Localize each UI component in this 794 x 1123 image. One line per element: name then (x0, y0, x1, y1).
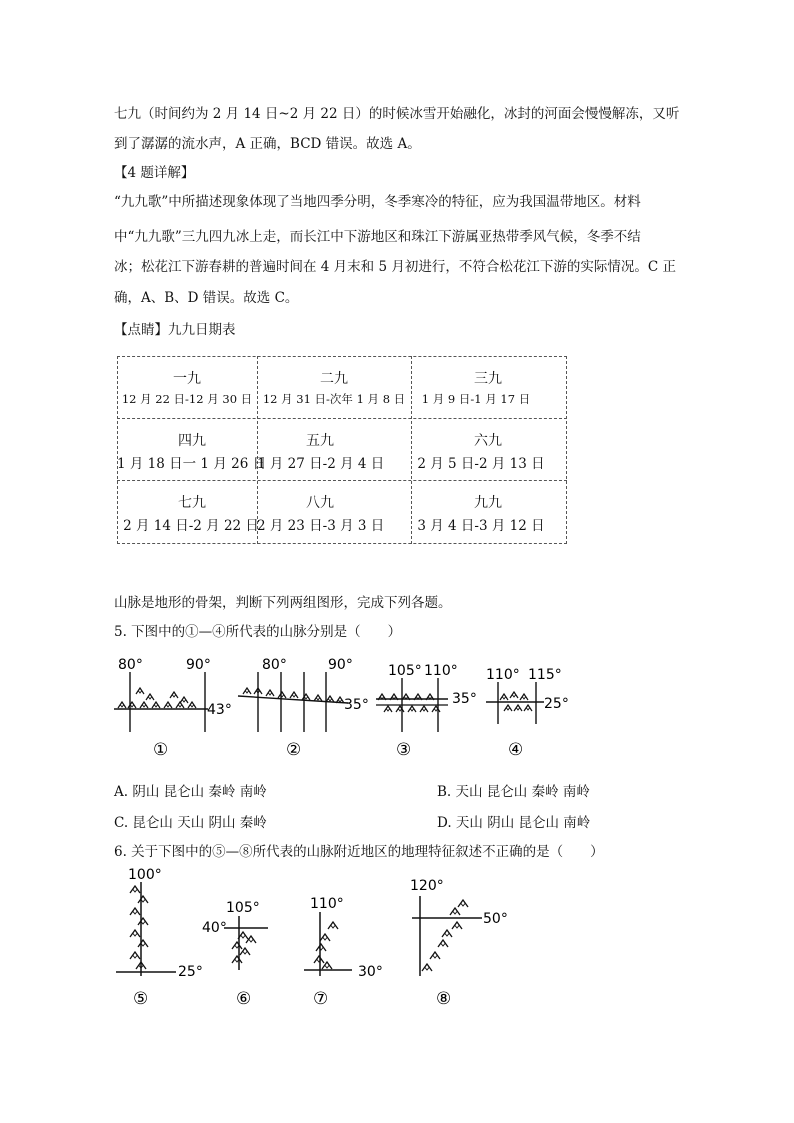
table-cell-name: 六九 (474, 433, 502, 449)
q5-mountain-figures (108, 652, 588, 764)
explanation-line: 七九（时间约为 2 月 14 日~2 月 22 日）的时候冰雪开始融化，冰封的河面会慢慢解冻，又听 (114, 106, 680, 122)
table-cell-name: 四九 (178, 433, 206, 449)
lat-label: 25° (544, 696, 569, 712)
question-intro: 山脉是地形的骨架，判断下列两组图形，完成下列各题。 (114, 595, 452, 611)
lon-label: 120° (410, 878, 444, 894)
option-a[interactable]: A. 阴山 昆仑山 秦岭 南岭 (114, 784, 267, 800)
table-divider (117, 480, 567, 481)
figure-label: ① (153, 740, 169, 760)
option-c[interactable]: C. 昆仑山 天山 阴山 秦岭 (114, 815, 267, 831)
figure-5 (116, 867, 203, 1009)
figure-6 (202, 900, 268, 1009)
option-d[interactable]: D. 天山 阴山 昆仑山 南岭 (437, 815, 591, 831)
table-divider (117, 418, 567, 419)
figure-7 (304, 896, 383, 1009)
question-6-stem: 6. 关于下图中的⑤—⑧所代表的山脉附近地区的地理特征叙述不正确的是（ ） (114, 844, 604, 860)
figure-label: ⑦ (313, 989, 329, 1009)
table-cell-name: 九九 (474, 495, 502, 511)
lon-label: 105° (226, 900, 260, 916)
figure-8 (410, 878, 508, 1009)
table-cell-dates: 1 月 18 日一 1 月 26 日 (117, 456, 267, 472)
table-cell-name: 八九 (306, 495, 334, 511)
explanation-line: 中“九九歌”三九四九冰上走，而长江中下游地区和珠江下游属亚热带季风气候，冬季不结 (114, 229, 641, 245)
figure-4 (486, 667, 569, 760)
lat-label: 35° (452, 691, 477, 707)
lon-label: 80° (262, 657, 287, 673)
table-cell-dates: 2 月 5 日-2 月 13 日 (417, 456, 545, 472)
figure-2 (238, 657, 369, 760)
jiujiu-date-table (117, 356, 567, 544)
lat-label: 35° (344, 697, 369, 713)
explanation-line: 确，A、B、D 错误。故选 C。 (114, 290, 299, 306)
question-5-stem: 5. 下图中的①—④所代表的山脉分别是（ ） (114, 624, 402, 640)
table-cell-dates: 12 月 22 日-12 月 30 日 (121, 392, 253, 406)
figure-label: ③ (396, 740, 412, 760)
lat-label: 40° (202, 920, 227, 936)
lon-label: 105° (388, 663, 422, 679)
lat-label: 43° (207, 702, 232, 718)
table-cell-name: 一九 (173, 371, 201, 387)
lon-label: 90° (328, 657, 353, 673)
table-cell-dates: 1 月 9 日-1 月 17 日 (421, 392, 531, 406)
figure-label: ④ (508, 740, 524, 760)
lat-label: 25° (178, 964, 203, 980)
section-heading: 【4 题详解】 (114, 165, 195, 181)
lon-label: 80° (118, 657, 143, 673)
table-cell-dates: 2 月 14 日-2 月 22 日 (123, 518, 259, 534)
lat-label: 50° (483, 911, 508, 927)
figure-3 (376, 663, 477, 760)
lon-label: 115° (528, 667, 562, 683)
figure-label: ② (286, 740, 302, 760)
lon-label: 100° (128, 867, 162, 883)
explanation-line: 冰；松花江下游春耕的普遍时间在 4 月末和 5 月初进行，不符合松花江下游的实际情况。C 正 (114, 259, 676, 275)
table-cell-dates: 1 月 27 日-2 月 4 日 (257, 456, 385, 472)
lon-label: 110° (486, 667, 520, 683)
option-b[interactable]: B. 天山 昆仑山 秦岭 南岭 (437, 784, 590, 800)
lon-label: 90° (186, 657, 211, 673)
table-cell-name: 七九 (178, 495, 206, 511)
figure-1 (114, 657, 232, 760)
q6-mountain-figures (108, 866, 528, 1012)
lon-label: 110° (310, 896, 344, 912)
table-cell-dates: 12 月 31 日-次年 1 月 8 日 (262, 392, 406, 406)
table-cell-name: 五九 (306, 433, 334, 449)
pointer-heading: 【点睛】九九日期表 (114, 322, 236, 338)
figure-label: ⑧ (436, 989, 452, 1009)
table-cell-name: 三九 (474, 371, 502, 387)
figure-label: ⑤ (133, 989, 149, 1009)
lon-label: 110° (424, 663, 458, 679)
table-cell-dates: 3 月 4 日-3 月 12 日 (417, 518, 545, 534)
lat-label: 30° (358, 964, 383, 980)
table-cell-dates: 2 月 23 日-3 月 3 日 (257, 518, 385, 534)
table-cell-name: 二九 (320, 371, 348, 387)
explanation-line: “九九歌”中所描述现象体现了当地四季分明，冬季寒冷的特征，应为我国温带地区。材料 (114, 194, 641, 210)
figure-label: ⑥ (236, 989, 252, 1009)
explanation-line: 到了潺潺的流水声，A 正确，BCD 错误。故选 A。 (114, 136, 421, 152)
